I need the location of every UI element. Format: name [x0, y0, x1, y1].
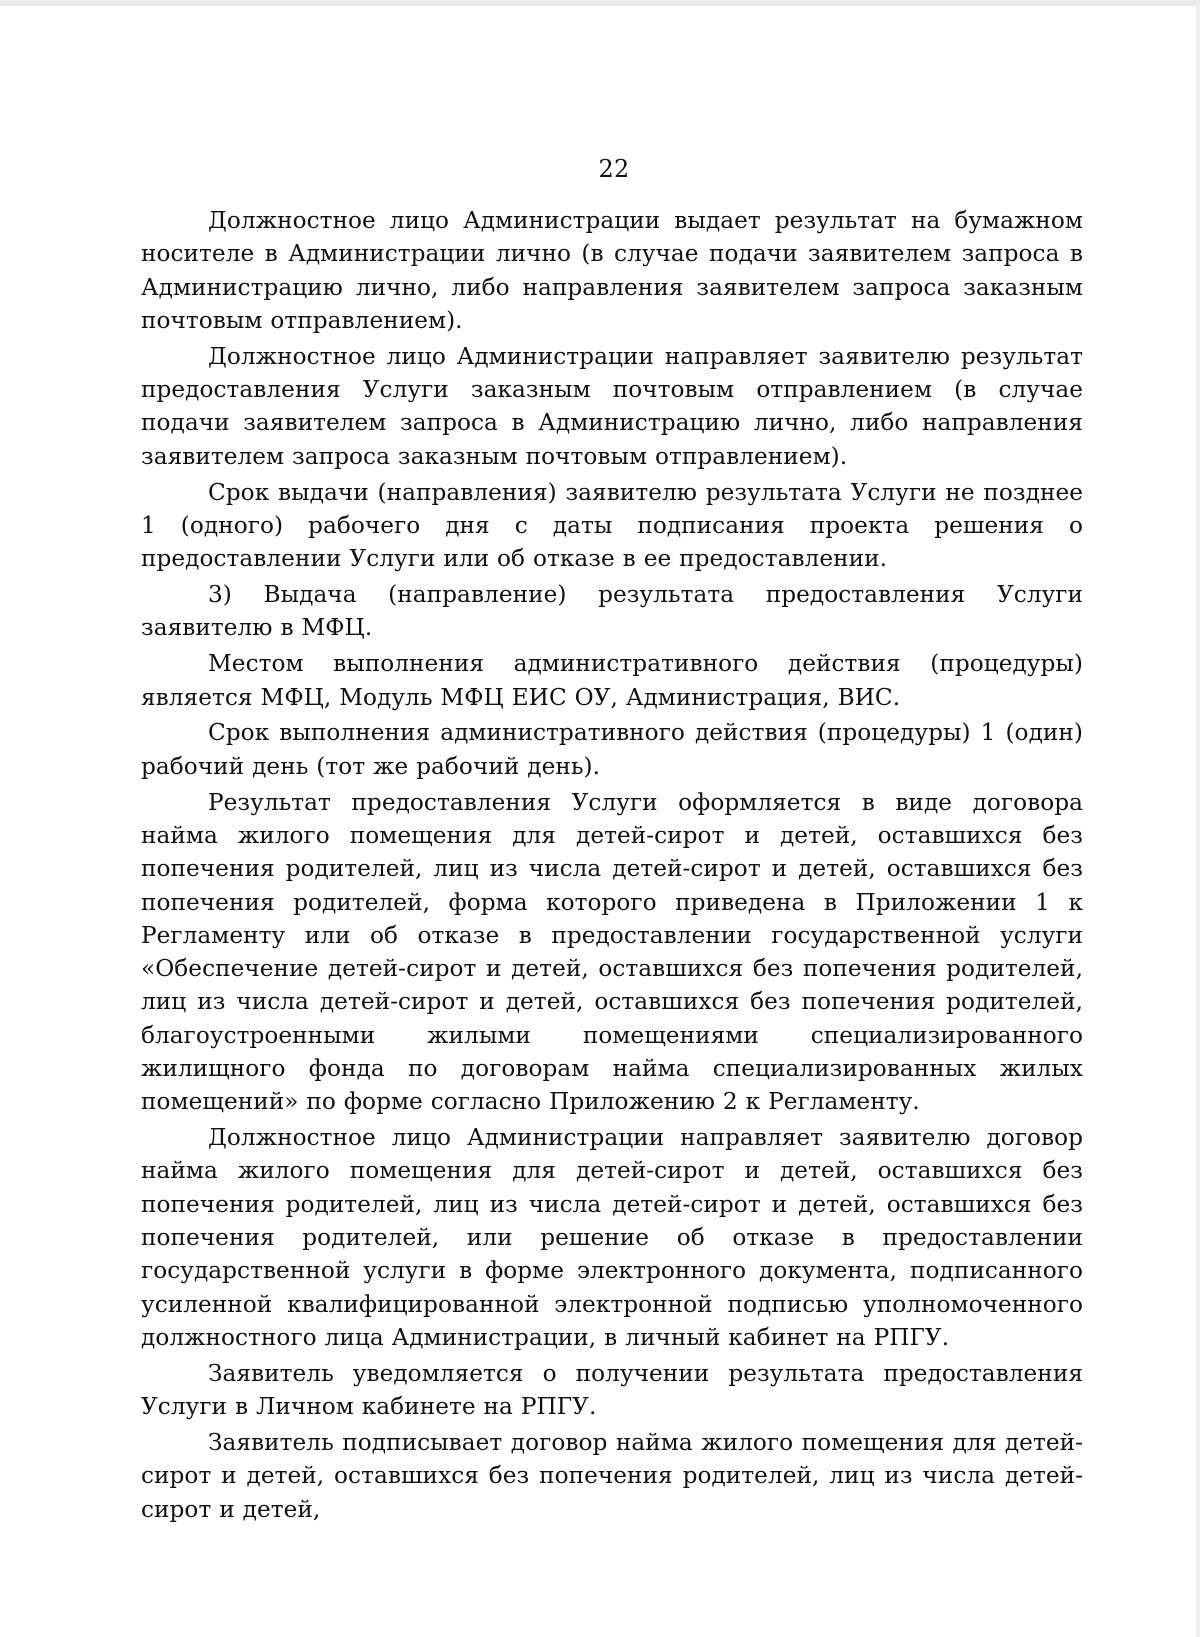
paragraph-paper-result-issue: Должностное лицо Администрации выдает результат на бумажном носителе в Администрации лично (в случае подачи заявителем запроса в Администрацию лично, либо направления заявителем запроса заказным почтовым отправлением).: [141, 207, 1083, 334]
paragraph-electronic-result-send: Должностное лицо Администрации направляет заявителю договор найма жилого помещения для детей-сирот и детей, оставшихся без попечения родителей, лиц из числа детей-сирот и детей, оставшихся без попечения родителей, или решение об отказе в предоставлении государственной услуги в форме электронного документа, подписанного усиленной квалифицированной электронной подписью уполномоченного должностного лица Администрации, в личный кабинет на РПГУ.: [141, 1124, 1083, 1351]
paragraph-issue-deadline: Срок выдачи (направления) заявителю результата Услуги не позднее 1 (одного) рабочего дня с даты подписания проекта решения о предоставлении Услуги или об отказе в ее предоставлении.: [141, 478, 1083, 573]
page-number: 22: [598, 155, 630, 183]
paragraph-rpgu-notification: Заявитель уведомляется о получении результата предоставления Услуги в Личном кабинете на РПГУ.: [141, 1359, 1083, 1421]
scan-edge-top: [0, 0, 1200, 6]
document-body: [141, 204, 1083, 1529]
paragraph-place-of-execution: Местом выполнения административного действия (процедуры) является МФЦ, Модуль МФЦ ЕИС ОУ, Администрация, ВИС.: [141, 650, 1083, 711]
scan-edge-right: [1196, 0, 1200, 1637]
paragraph-postal-result-send: Должностное лицо Администрации направляет заявителю результат предоставления Услуги заказным почтовым отправлением (в случае подачи заявителем запроса в Администрацию лично, либо направления заявителем запроса заказным почтовым отправлением).: [141, 342, 1083, 470]
paragraph-result-form: Результат предоставления Услуги оформляется в виде договора найма жилого помещения для детей-сирот и детей, оставшихся без попечения родителей, лиц из числа детей-сирот и детей, оставшихся без попечения родителей, форма которого приведена в Приложении 1 к Регламенту или об отказе в предоставлении государственной услуги «Обеспечение детей-сирот и детей, оставшихся без попечения родителей, лиц из числа детей-сирот и детей, оставшихся без попечения родителей, благоустроенными жилыми помещениями специализированного жилищного фонда по договорам найма специализированных жилых помещений» по форме согласно Приложению 2 к Регламенту.: [141, 788, 1083, 1116]
paragraph-contract-signing: Заявитель подписывает договор найма жилого помещения для детей-сирот и детей, оставшихся без попечения родителей, лиц из числа детей-сирот и детей,: [141, 1429, 1083, 1523]
paragraph-execution-term: Срок выполнения административного действия (процедуры) 1 (один) рабочий день (тот же рабочий день).: [141, 719, 1083, 780]
paragraph-mfc-issue-step: 3) Выдача (направление) результата предоставления Услуги заявителю в МФЦ.: [141, 581, 1083, 642]
